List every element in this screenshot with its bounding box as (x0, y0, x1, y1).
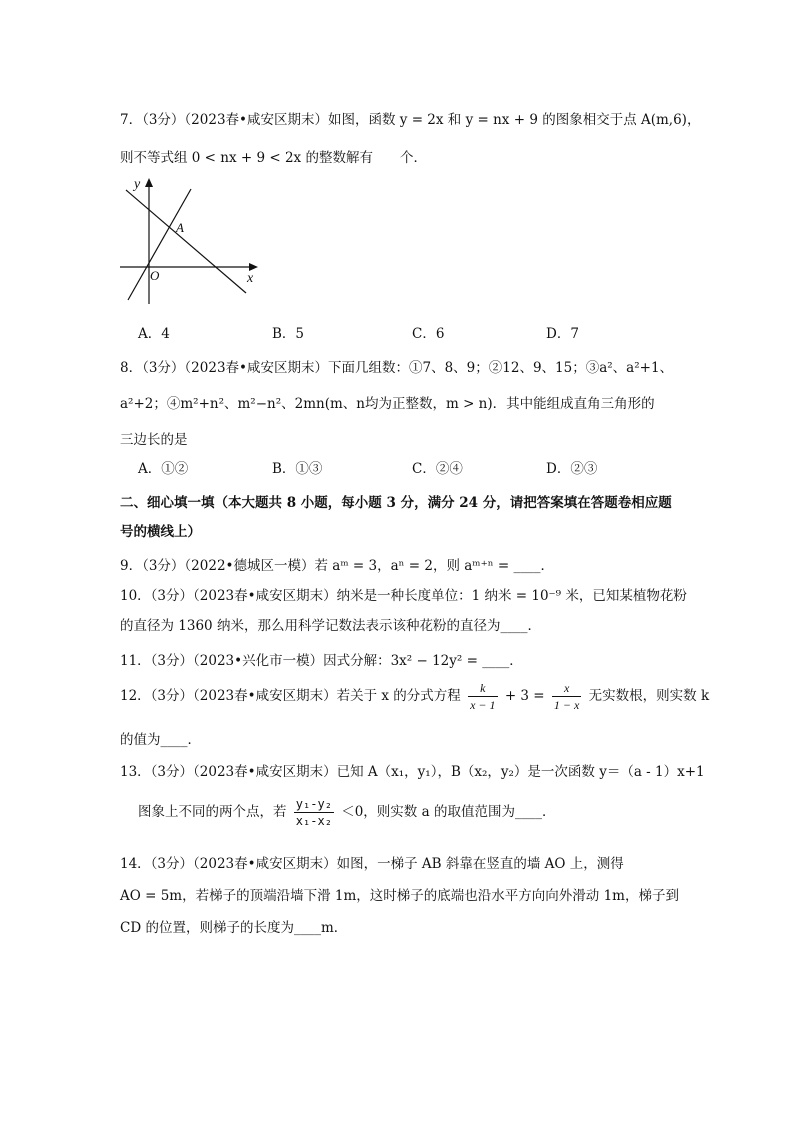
q14-line2: AO = 5m，若梯子的顶端沿墙下滑 1m，这时梯子的底端也沿水平方向向外滑动 1m，梯子到 (120, 888, 679, 904)
q13-frac-numerator: y₁-y₂ (295, 797, 332, 811)
point-a-label: A (176, 220, 184, 235)
q12-line2: 的值为____． (120, 732, 201, 748)
q7-choices (138, 322, 658, 342)
q8-line3: 三边长的是 (120, 432, 188, 448)
q9-text: 9．（3分）（2022•德城区一模）若 aᵐ = 3，aⁿ = 2，则 aᵐ⁺ⁿ = ____． (120, 558, 554, 574)
q10-line1: 10．（3分）（2023春•咸安区期末）纳米是一种长度单位：1 纳米 = 10⁻⁹ 米，已知某植物花粉 (120, 588, 687, 604)
q11-text: 11．（3分）（2023•兴化市一模）因式分解：3x² − 12y² = ____． (120, 653, 523, 669)
q7-line1: 7．（3分）（2023春•咸安区期末）如图，函数 y = 2x 和 y = nx + 9 的图象相交于点 A(m,6)， (120, 112, 701, 128)
q8-choice-d: D．②③ (546, 461, 598, 477)
q8-choices (138, 457, 658, 477)
q7-choice-a: A．4 (138, 326, 170, 342)
q7-choice-d: D．7 (546, 326, 579, 342)
q12-prefix: 12．（3分）（2023春•咸安区期末）若关于 x 的分式方程 (120, 688, 461, 704)
q12-fraction-1 (468, 680, 497, 713)
q12-frac1-denominator: x − 1 (470, 698, 496, 712)
q13-line1: 13．（3分）（2023春•咸安区期末）已知 A（x₁，y₁），B（x₂，y₂）是一次函数 y＝（a - 1）x+1 (120, 764, 705, 780)
q13-line2 (138, 796, 555, 829)
line-y-nx-9 (126, 190, 246, 293)
q13-line2-suffix: ＜0，则实数 a 的取值范围为____． (341, 804, 556, 820)
origin-label: O (150, 268, 160, 283)
q12-frac2-numerator: x (552, 680, 581, 697)
q12-mid: + 3 = (504, 688, 545, 704)
q8-line2: a²+2；④m²+n²、m²−n²、2mn(m、n均为正整数，m > n)．其中能组成直角三角形的 (120, 396, 655, 412)
q8-line1: 8．（3分）（2023春•咸安区期末）下面几组数：①7、8、9；②12、9、15；③a²、a²+1、 (120, 360, 674, 376)
section2-heading-line1: 二、细心填一填（本大题共 8 小题，每小题 3 分，满分 24 分，请把答案填在答题卷相应题 (120, 495, 672, 511)
y-axis-arrow (145, 178, 153, 187)
x-axis-label: x (247, 271, 254, 286)
q10-line2: 的直径为 1360 纳米，那么用科学记数法表示该种花粉的直径为____． (120, 618, 541, 634)
q13-fraction (294, 796, 334, 829)
section2-heading-line2: 号的横线上） (120, 524, 201, 540)
q14-line3: CD 的位置，则梯子的长度为____m． (120, 920, 348, 936)
q7-figure (118, 170, 268, 305)
q12-fraction-2 (552, 680, 581, 713)
q13-frac-denominator: x₁-x₂ (295, 814, 332, 828)
y-axis-label: y (134, 177, 141, 192)
q14-line1: 14．（3分）（2023春•咸安区期末）如图，一梯子 AB 斜靠在竖直的墙 AO 上，测得 (120, 856, 624, 872)
q7-choice-c: C．6 (412, 326, 445, 342)
x-axis-arrow (249, 263, 258, 271)
q7-choice-b: B．5 (272, 326, 305, 342)
q12-suffix: 无实数根，则实数 k (588, 688, 710, 704)
q8-choice-b: B．①③ (272, 461, 323, 477)
q8-choice-a: A．①② (138, 461, 189, 477)
q8-choice-c: C．②④ (412, 461, 463, 477)
line-y-2x (128, 189, 191, 300)
q12-line1 (120, 680, 709, 713)
q7-line2: 则不等式组 0 < nx + 9 < 2x 的整数解有 个． (120, 150, 427, 166)
q13-line2-prefix: 图象上不同的两个点，若 (138, 804, 287, 820)
q12-frac2-denominator: 1 − x (553, 698, 580, 712)
q12-frac1-numerator: k (468, 680, 497, 697)
